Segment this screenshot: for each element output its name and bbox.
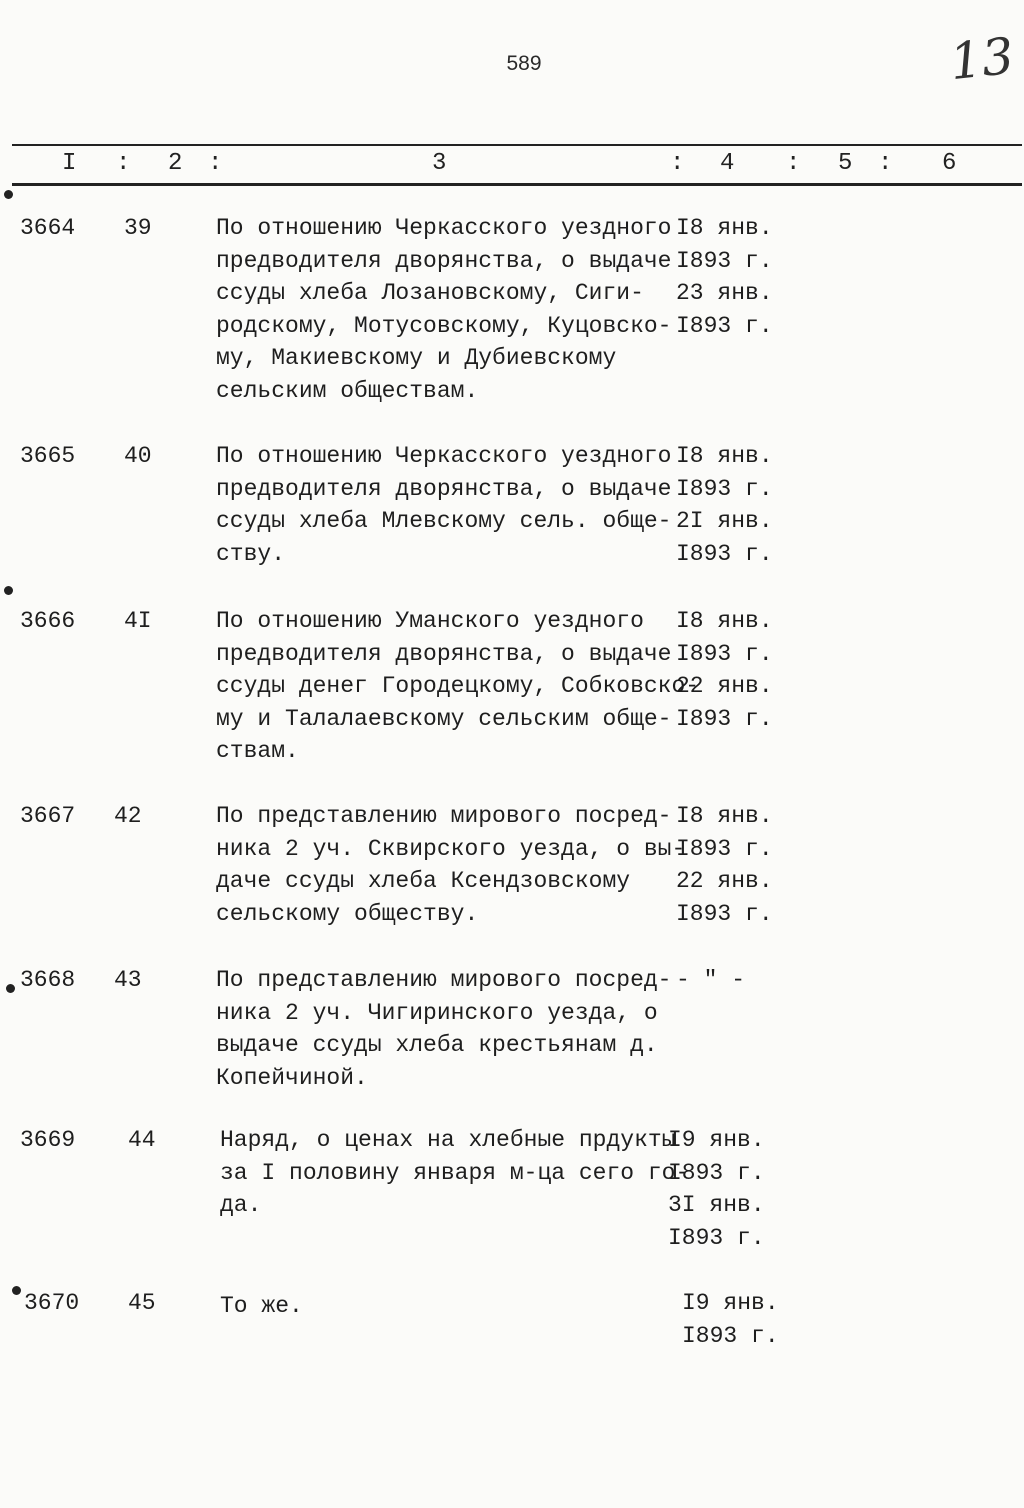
entry-dates: - " - [676, 967, 746, 993]
column-separator: : [786, 150, 801, 177]
entry-description: По отношению Уманского уездного предводителя дворянства, о выдаче ссуды денег Городецкому, Собковско- му и Талалаевскому сельским обще- ствам. [216, 608, 700, 764]
sheet-count: 39 [124, 215, 152, 241]
entry-number: 3667 [20, 803, 76, 829]
sheet-count: 44 [128, 1127, 156, 1153]
margin-mark [4, 190, 13, 199]
entry-number: 3670 [24, 1290, 80, 1316]
entry-dates: I8 янв. I893 г. 23 янв. I893 г. [676, 215, 773, 339]
entry-dates: I9 янв. I893 г. [682, 1290, 779, 1349]
margin-mark [6, 984, 15, 993]
column-header-2: 2 [168, 150, 183, 177]
sheet-count: 43 [114, 967, 142, 993]
entry-dates: I9 янв. I893 г. 3I янв. I893 г. [668, 1127, 765, 1251]
entry-dates: I8 янв. I893 г. 22 янв. I893 г. [676, 803, 773, 927]
column-separator: : [878, 150, 893, 177]
entry-dates: I8 янв. I893 г. 2I янв. I893 г. [676, 443, 773, 567]
sheet-count: 42 [114, 803, 142, 829]
column-header-1: I [62, 150, 77, 177]
column-header-5: 5 [838, 150, 853, 177]
column-header-6: 6 [942, 150, 957, 177]
margin-mark [12, 1286, 21, 1295]
column-separator: : [670, 150, 685, 177]
entry-description: По представлению мирового посред- ника 2 уч. Чигиринского уезда, о выдаче ссуды хлеба крестьянам д. Копейчиной. [216, 967, 672, 1091]
sheet-count: 45 [128, 1290, 156, 1316]
entry-number: 3668 [20, 967, 76, 993]
header-bottom-rule [12, 183, 1022, 186]
sheet-count: 40 [124, 443, 152, 469]
entry-description: То же. [220, 1293, 303, 1319]
column-separator: : [208, 150, 223, 177]
margin-mark [4, 586, 13, 595]
column-header-4: 4 [720, 150, 735, 177]
entry-number: 3665 [20, 443, 76, 469]
entry-dates: I8 янв. I893 г. 22 янв. I893 г. [676, 608, 773, 732]
entry-description: По представлению мирового посред- ника 2 уч. Сквирского уезда, о вы- даче ссуды хлеба Ксендзовскому сельскому обществу. [216, 803, 686, 927]
entry-number: 3669 [20, 1127, 76, 1153]
column-separator: : [116, 150, 131, 177]
entry-number: 3666 [20, 608, 76, 634]
entry-description: По отношению Черкасского уездного предводителя дворянства, о выдаче ссуды хлеба Лозановскому, Сиги- родскому, Мотусовскому, Куцовско- му, Макиевскому и Дубиевскому сельским обществам. [216, 215, 672, 404]
page-number: 589 [506, 52, 542, 75]
entry-description: По отношению Черкасского уездного предводителя дворянства, о выдаче ссуды хлеба Млевскому сель. обще- ству. [216, 443, 672, 567]
folio-number: 13 [947, 26, 1017, 92]
entry-number: 3664 [20, 215, 76, 241]
header-top-rule [12, 144, 1022, 146]
sheet-count: 4I [124, 608, 152, 634]
entry-description: Наряд, о ценах на хлебные прдукты за I половину января м-ца сего го- да. [220, 1127, 690, 1218]
column-header-3: 3 [432, 150, 447, 177]
